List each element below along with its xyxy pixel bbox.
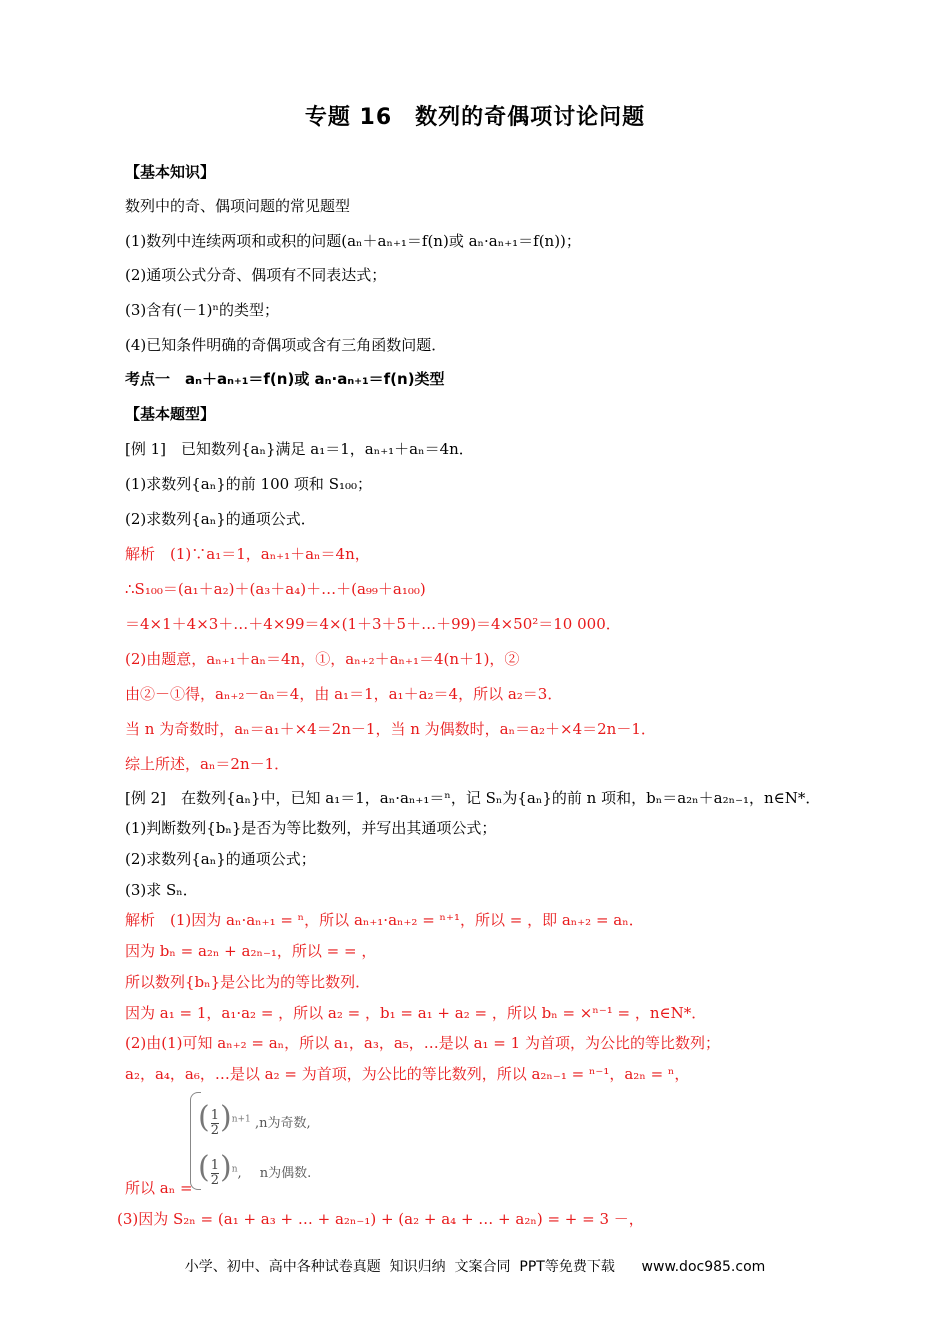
footer-banner: 小学、初中、高中各种试卷真题 知识归纳 文案合同 PPT等免费下载 www.doc985.com — [184, 1259, 766, 1275]
text-line: 由②－①得，aₙ₊₂－aₙ＝4，由 a₁＝1，a₁＋a₂＝4，所以 a₂＝3． — [125, 685, 563, 703]
text-line: 考点一 aₙ＋aₙ₊₁＝f(n)或 aₙ·aₙ₊₁＝f(n)类型 — [125, 370, 445, 388]
text-line: 【基本知识】 — [125, 163, 216, 181]
text-line: ＝4×1＋4×3＋…＋4×99＝4×(1＋3＋5＋…＋99)＝4×50²＝10 000． — [125, 615, 621, 633]
text-line: (1)数列中连续两项和或积的问题(aₙ＋aₙ₊₁＝f(n)或 aₙ·aₙ₊₁＝f(n))； — [125, 232, 581, 250]
text-line: 所以数列{bₙ}是公比为的等比数列． — [125, 973, 371, 991]
text-line: 因为 bₙ = a₂ₙ + a₂ₙ₋₁，所以 = = ， — [125, 942, 377, 960]
text-line: a₂，a₄，a₆，…是以 a₂ = 为首项，为公比的等比数列，所以 a₂ₙ₋₁ = ⁿ⁻¹，a₂ₙ = ⁿ， — [125, 1065, 690, 1083]
text-line: 综上所述，aₙ＝2n－1． — [125, 755, 290, 773]
text-line: 当 n 为奇数时，aₙ＝a₁＋×4＝2n－1，当 n 为偶数时，aₙ＝a₂＋×4＝2n－1． — [125, 720, 656, 738]
text-line: 【基本题型】 — [125, 405, 216, 423]
text-line: (3)含有(－1)ⁿ的类型； — [125, 301, 279, 319]
text-line: (3)因为 S₂ₙ = (a₁ + a₃ + … + a₂ₙ₋₁) + (a₂ + a₄ + … + a₂ₙ) = + = 3 －， — [117, 1210, 644, 1228]
text-line: (2)求数列{aₙ}的通项公式． — [125, 510, 316, 528]
text-line: (1)判断数列{bₙ}是否为等比数列，并写出其通项公式； — [125, 819, 497, 837]
text-line: (4)已知条件明确的奇偶项或含有三角函数问题． — [125, 336, 447, 354]
page-title: 专题 16 数列的奇偶项讨论问题 — [304, 105, 646, 130]
text-line: (2)求数列{aₙ}的通项公式； — [125, 850, 316, 868]
piecewise-case-odd: ( $\frac{1}{2}$ )$^{n+1}$ ,n为奇数, — [198, 1100, 311, 1138]
text-line: 解析 (1)因为 aₙ·aₙ₊₁ = ⁿ，所以 aₙ₊₁·aₙ₊₂ = ⁿ⁺¹，所以 = ，即 aₙ₊₂ = aₙ． — [125, 911, 644, 929]
text-line: (1)求数列{aₙ}的前 100 项和 S₁₀₀； — [125, 475, 373, 493]
text-line: [例 2] 在数列{aₙ}中，已知 a₁＝1，aₙ·aₙ₊₁＝ⁿ，记 Sₙ为{aₙ}的前 n 项和，bₙ＝a₂ₙ＋a₂ₙ₋₁，n∈N*． — [125, 789, 821, 807]
text-line: ∴S₁₀₀＝(a₁＋a₂)＋(a₃＋a₄)＋…＋(a₉₉＋a₁₀₀) — [125, 580, 426, 598]
piecewise-case-even: ( $\frac{1}{2}$ )$^n$, n为偶数. — [198, 1150, 312, 1188]
text-line: 解析 (1)∵a₁＝1，aₙ₊₁＋aₙ＝4n， — [125, 545, 370, 563]
text-line: (3)求 Sₙ． — [125, 881, 198, 899]
text-line: 数列中的奇、偶项问题的常见题型 — [125, 197, 351, 215]
fraction: $\frac{1}{2}$ — [210, 1108, 219, 1138]
text-line: (2)通项公式分奇、偶项有不同表达式； — [125, 266, 387, 284]
text-line: 因为 a₁ = 1，a₁·a₂ = ，所以 a₂ = ，b₁ = a₁ + a₂ = ，所以 bₙ = ×ⁿ⁻¹ = ，n∈N*． — [125, 1004, 707, 1022]
text-line: [例 1] 已知数列{aₙ}满足 a₁＝1，aₙ₊₁＋aₙ＝4n． — [125, 440, 474, 458]
text-line: 所以 aₙ = — [125, 1179, 193, 1197]
text-line: (2)由题意，aₙ₊₁＋aₙ＝4n，①，aₙ₊₂＋aₙ₊₁＝4(n＋1)，② — [125, 650, 520, 668]
text-line: (2)由(1)可知 aₙ₊₂ = aₙ，所以 a₁，a₃，a₅，…是以 a₁ = 1 为首项，为公比的等比数列； — [125, 1034, 720, 1052]
fraction: $\frac{1}{2}$ — [210, 1158, 219, 1188]
